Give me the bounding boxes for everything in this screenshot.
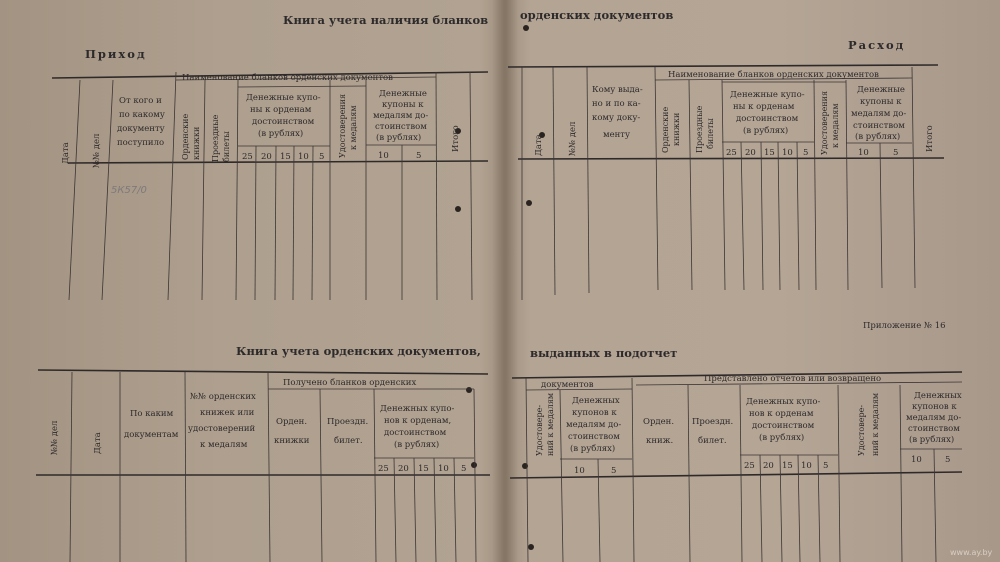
out-denom: 15 xyxy=(764,148,775,158)
out-to-4: менту xyxy=(603,130,631,140)
in-ord-book-1: Орденские xyxy=(181,113,190,160)
bottom-title-left: Книга учета орденских документов, xyxy=(236,344,481,358)
in-name-header: Наименование бланков орденских документов xyxy=(182,73,393,83)
r-ord-1: Орден. xyxy=(643,417,675,427)
b-nums-3: удостоверений xyxy=(188,424,256,434)
b-nums-1: №№ орденских xyxy=(190,392,256,402)
out-medal-denom: 10 xyxy=(858,148,869,158)
out-to-3: кому доку- xyxy=(592,113,641,123)
b-ord-1: Орден. xyxy=(276,417,308,427)
received-header: Получено бланков орденских xyxy=(283,378,417,388)
r-travel-2: билет. xyxy=(698,436,727,446)
b-delo: №№ дел xyxy=(50,420,60,455)
out-name-header: Наименование бланков орденских документов xyxy=(668,70,879,80)
out-medal-5: (в рублях) xyxy=(855,132,901,142)
r-denom: 20 xyxy=(763,461,774,471)
in-from-2: по какому xyxy=(119,110,165,120)
out-medal-3: медалям до- xyxy=(851,109,907,119)
b-travel-1: Проездн. xyxy=(327,417,369,427)
b-medal-5: (в рублях) xyxy=(570,444,616,454)
b-coupons-1: Денежных купо- xyxy=(380,404,455,414)
b-denom: 15 xyxy=(418,464,429,474)
in-from-1: От кого и xyxy=(119,96,162,106)
out-denom: 5 xyxy=(803,148,809,158)
out-ord-book-1: Орденские xyxy=(661,106,670,153)
r-cert-2: ний к медалям xyxy=(871,392,880,456)
out-denom: 20 xyxy=(745,148,756,158)
b-denom: 10 xyxy=(438,464,449,474)
in-coupons-2: ны к орденам xyxy=(250,105,312,115)
in-medal-3: медалям до- xyxy=(373,111,429,121)
in-medal-denom: 10 xyxy=(378,151,389,161)
out-coupons-1: Денежные купо- xyxy=(730,90,805,100)
in-coupons-1: Денежные купо- xyxy=(246,93,321,103)
watermark: www.ay.by xyxy=(950,548,993,557)
in-from-3: документу xyxy=(117,124,165,134)
b-cert-2: ний к медалям xyxy=(546,392,555,456)
r-coupons-2: нов к орденам xyxy=(749,409,814,419)
out-delo: №№ дел xyxy=(568,121,578,156)
in-medal-denom: 5 xyxy=(416,151,422,161)
out-medal-denom: 5 xyxy=(893,148,899,158)
in-denom: 25 xyxy=(242,152,253,162)
r-medal-5: (в рублях) xyxy=(909,435,955,445)
in-ord-book-2: книжки xyxy=(192,126,201,160)
r-medal-denom: 5 xyxy=(945,455,951,465)
b-nums-4: к медалям xyxy=(200,440,248,450)
out-travel-2: билеты xyxy=(706,118,715,149)
top-expense-table xyxy=(508,8,944,300)
bottom-title-right: выданных в подотчет xyxy=(530,346,678,360)
b-date: Дата xyxy=(93,432,103,454)
in-medal-1: Денежные xyxy=(379,89,427,99)
in-medal-4: стоинством xyxy=(375,122,427,132)
out-ord-book-2: книжки xyxy=(672,112,681,146)
returned-header: Представлено отчетов или возвращено xyxy=(704,374,882,384)
in-denom: 5 xyxy=(319,152,325,162)
in-coupons-4: (в рублях) xyxy=(258,129,304,139)
r-medal-denom: 10 xyxy=(911,455,922,465)
in-medal-2: купоны к xyxy=(382,100,424,110)
appendix-label: Приложение № 16 xyxy=(863,321,946,331)
pencil-note: 5К57/0 xyxy=(111,185,147,196)
in-from-4: поступило xyxy=(117,138,165,148)
b-medal-1: Денежных xyxy=(572,396,620,406)
r-ord-2: книж. xyxy=(646,436,674,446)
out-total: Итого xyxy=(925,125,935,152)
b-cert-1: Удостовере- xyxy=(535,404,544,456)
out-medal-4: стоинством xyxy=(853,121,905,131)
r-medal-1: Денежных xyxy=(914,391,962,401)
b-denom: 25 xyxy=(378,464,389,474)
in-date: Дата xyxy=(61,142,71,164)
top-income-table xyxy=(52,13,488,300)
out-cert-2: к медалям xyxy=(831,103,840,148)
prikhod-label: Приход xyxy=(85,47,147,61)
out-to-2: но и по ка- xyxy=(592,99,641,109)
received-header-cont: документов xyxy=(541,380,594,390)
out-coupons-3: достоинством xyxy=(736,114,799,124)
in-delo: №№ дел xyxy=(92,133,102,168)
bottom-received-table xyxy=(36,344,490,562)
in-total: Итого xyxy=(451,125,461,152)
in-medal-5: (в рублях) xyxy=(376,133,422,143)
b-docs-2: документам xyxy=(124,430,179,440)
in-travel-2: билеты xyxy=(222,131,231,162)
out-cert-1: Удостоверения xyxy=(820,90,829,155)
r-coupons-1: Денежных купо- xyxy=(746,397,821,407)
in-denom: 15 xyxy=(280,152,291,162)
out-coupons-2: ны к орденам xyxy=(733,102,795,112)
b-denom: 20 xyxy=(398,464,409,474)
r-denom: 10 xyxy=(801,461,812,471)
r-medal-4: стоинством xyxy=(908,424,960,434)
r-medal-3: медалям до- xyxy=(906,413,962,423)
b-coupons-4: (в рублях) xyxy=(394,440,440,450)
bottom-returned-table xyxy=(510,346,962,562)
r-coupons-3: достоинством xyxy=(752,421,815,431)
top-title-right: орденских документов xyxy=(520,8,674,22)
in-denom: 20 xyxy=(261,152,272,162)
out-denom: 10 xyxy=(782,148,793,158)
b-docs-1: По каким xyxy=(130,409,174,419)
b-medal-4: стоинством xyxy=(568,432,620,442)
r-coupons-4: (в рублях) xyxy=(759,433,805,443)
out-date: Дата xyxy=(534,134,544,156)
in-cert-1: Удостоверения xyxy=(338,93,347,158)
out-coupons-4: (в рублях) xyxy=(743,126,789,136)
out-medal-1: Денежные xyxy=(857,85,905,95)
b-coupons-2: нов к орденам, xyxy=(384,416,452,426)
b-medal-denom: 10 xyxy=(574,466,585,476)
r-denom: 5 xyxy=(823,461,829,471)
b-travel-2: билет. xyxy=(334,436,363,446)
in-travel-1: Проездные xyxy=(211,114,220,162)
b-coupons-3: достоинством xyxy=(384,428,447,438)
r-medal-2: купонов к xyxy=(912,402,957,412)
in-coupons-3: достоинством xyxy=(252,117,315,127)
in-denom: 10 xyxy=(298,152,309,162)
b-medal-2: купонов к xyxy=(572,408,617,418)
out-travel-1: Проездные xyxy=(695,105,704,153)
b-medal-denom: 5 xyxy=(611,466,617,476)
r-denom: 15 xyxy=(782,461,793,471)
out-denom: 25 xyxy=(726,148,737,158)
r-cert-1: Удостовере- xyxy=(857,404,866,456)
top-title-left: Книга учета наличия бланков xyxy=(283,13,489,27)
raskhod-label: Расход xyxy=(848,38,906,52)
b-nums-2: книжек или xyxy=(200,408,255,418)
r-denom: 25 xyxy=(744,461,755,471)
r-travel-1: Проездн. xyxy=(692,417,734,427)
out-medal-2: купоны к xyxy=(860,97,902,107)
b-denom: 5 xyxy=(461,464,467,474)
b-ord-2: книжки xyxy=(274,436,310,446)
b-medal-3: медалям до- xyxy=(566,420,622,430)
in-cert-2: к медалям xyxy=(349,105,358,150)
out-to-1: Кому выда- xyxy=(592,85,643,95)
